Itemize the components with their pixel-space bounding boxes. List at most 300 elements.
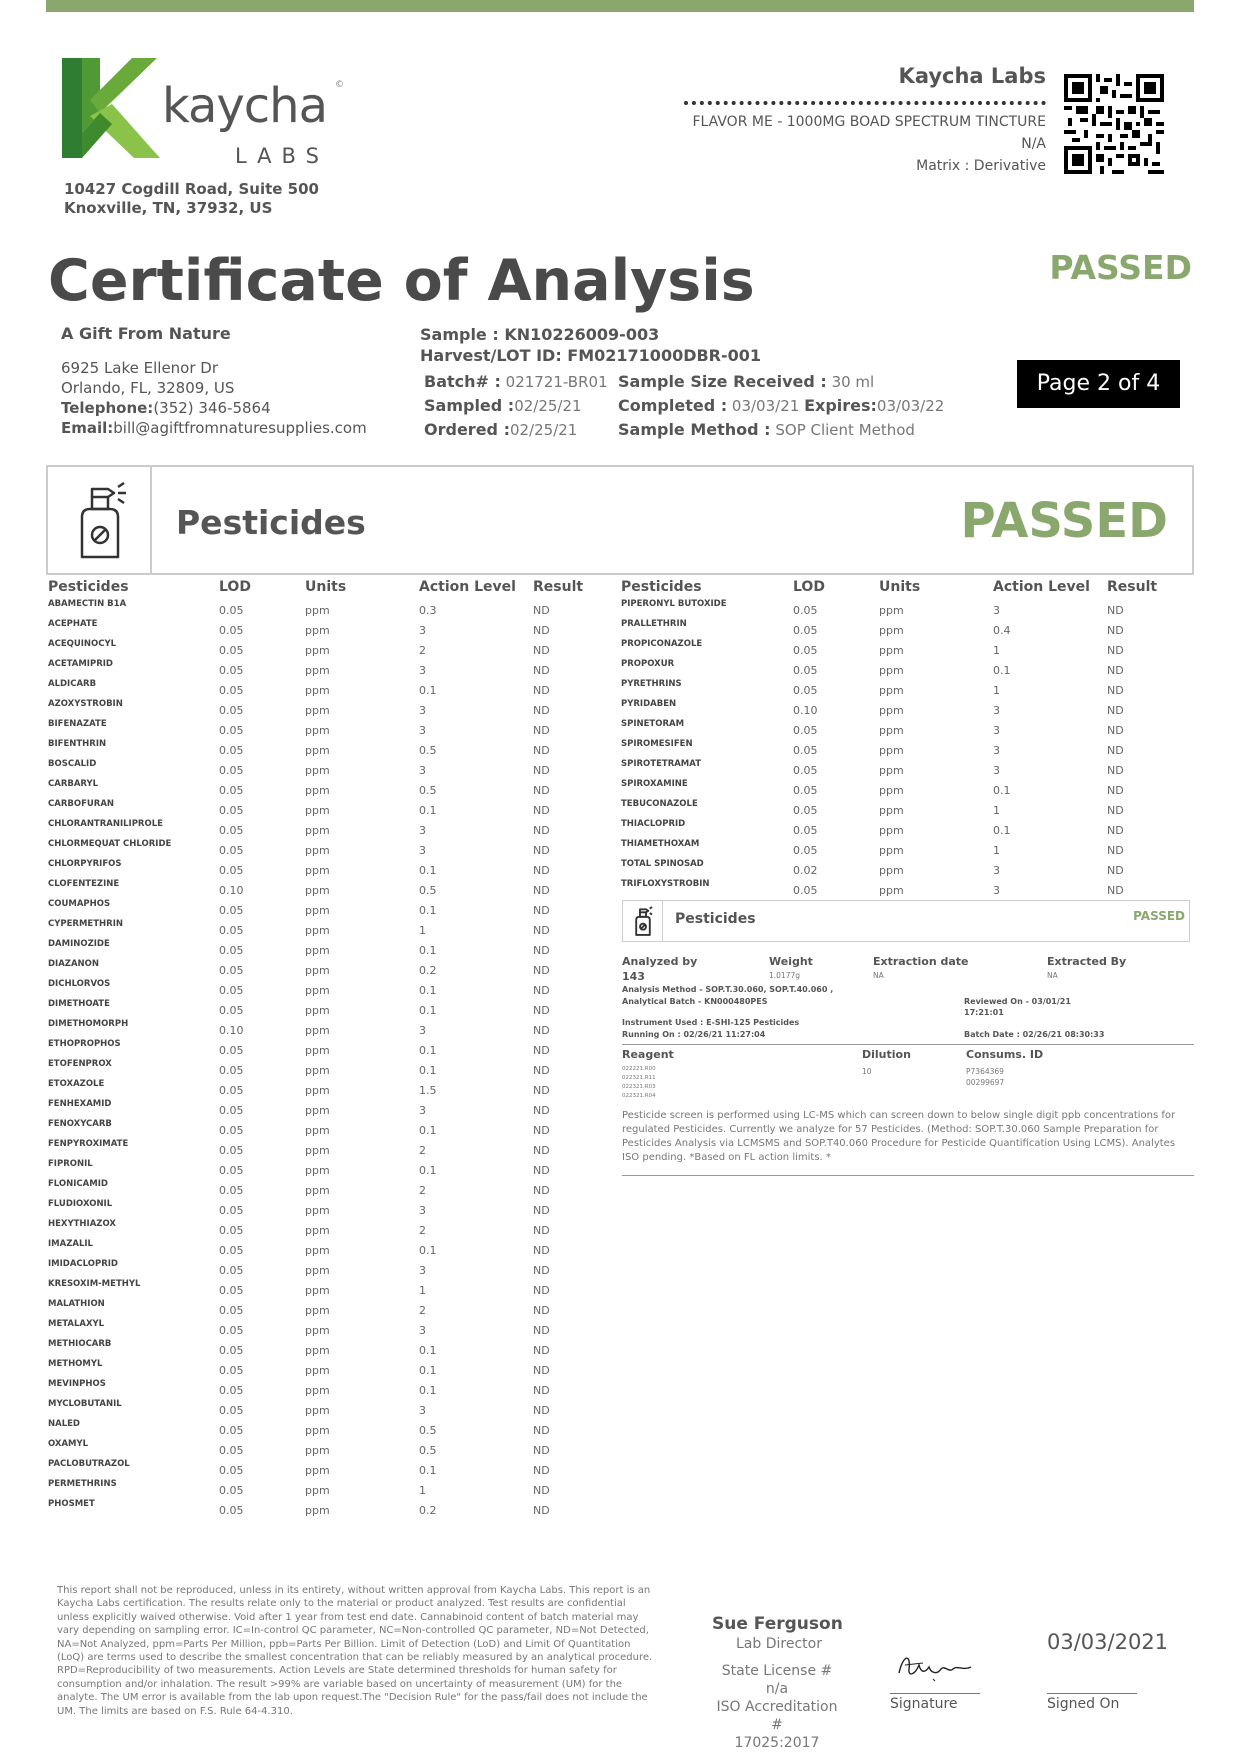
units-value: ppm xyxy=(305,1304,330,1317)
lod-value: 0.05 xyxy=(793,724,818,737)
units-value: ppm xyxy=(305,624,330,637)
disclaimer-text: This report shall not be reproduced, unless in its entirety, without written approval from Kaycha Labs. This report is an Kaycha Labs certification. The results relate only to the material or product analyzed. Test results are confidential unless explicitly waived otherwise. Void after 1 year from test end date. Cannabinoid content of batch material may vary depending on sampling error. IC=In-control QC parameter, NC=Non-controlled QC parameter, ND=Not Detected, NA=Not Analyzed, ppm=Parts Per Million, ppb=Parts Per Billion. Limit of Detection (LoD) and Limit Of Quantitation (LoQ) are terms used to describe the smallest concentration that can be reliably measured by an analytical procedure. RPD=Reproducibility of two measurements. Action Levels are State determined thresholds for human safety for consumption and/or inhalation. The result >99% are variable based on uncertainty of measurement (UM) for the analyte. The UM error is available from the lab upon request.The "Decision Rule" for the pass/fail does not include the UM. The limits are based on F.S. Rule 64-4.310. xyxy=(57,1585,653,1717)
reviewed-on: Reviewed On - 03/01/21 xyxy=(964,997,1071,1006)
units-value: ppm xyxy=(305,744,330,757)
action-level-value: 1 xyxy=(993,844,1000,857)
spray-bottle-icon xyxy=(48,467,152,573)
pesticide-name: TEBUCONAZOLE xyxy=(621,799,698,809)
action-level-value: 3 xyxy=(993,604,1000,617)
pesticide-name: SPIROTETRAMAT xyxy=(621,759,701,769)
units-value: ppm xyxy=(879,744,904,757)
column-header-pesticides: Pesticides xyxy=(48,579,129,595)
reagent-label: Reagent xyxy=(622,1048,674,1061)
sample-size-field xyxy=(618,370,944,394)
table-row xyxy=(48,637,613,657)
action-level-value: 0.1 xyxy=(993,784,1011,797)
units-value: ppm xyxy=(305,1324,330,1337)
action-level-value: 0.1 xyxy=(419,1464,437,1477)
result-value: ND xyxy=(533,764,550,777)
result-value: ND xyxy=(533,884,550,897)
lod-value: 0.05 xyxy=(219,1324,244,1337)
result-value: ND xyxy=(533,624,550,637)
action-level-value: 0.1 xyxy=(419,1064,437,1077)
result-value: ND xyxy=(1107,784,1124,797)
reagent-item: 022321.R03 xyxy=(622,1084,656,1090)
lod-value: 0.05 xyxy=(793,604,818,617)
units-value: ppm xyxy=(879,644,904,657)
table-row xyxy=(48,617,613,637)
table-header-row xyxy=(48,577,613,597)
lod-value: 0.05 xyxy=(219,1264,244,1277)
lod-value: 0.05 xyxy=(219,1284,244,1297)
table-header-row xyxy=(621,577,1187,597)
units-value: ppm xyxy=(305,804,330,817)
lod-value: 0.05 xyxy=(793,684,818,697)
units-value: ppm xyxy=(305,1164,330,1177)
consums-item: 00299697 xyxy=(966,1078,1005,1087)
action-level-value: 1.5 xyxy=(419,1084,437,1097)
consums-label: Consums. ID xyxy=(966,1048,1044,1061)
units-value: ppm xyxy=(879,684,904,697)
lod-value: 0.05 xyxy=(219,864,244,877)
pesticide-name: TRIFLOXYSTROBIN xyxy=(621,879,710,889)
table-row xyxy=(48,1257,613,1277)
units-value: ppm xyxy=(879,784,904,797)
lod-value: 0.05 xyxy=(793,824,818,837)
ordered-value: 02/25/21 xyxy=(509,421,578,439)
column-header-action-level: Action Level xyxy=(993,579,1090,595)
pesticide-name: PROPOXUR xyxy=(621,659,675,669)
result-value: ND xyxy=(533,704,550,717)
units-value: ppm xyxy=(879,864,904,877)
action-level-value: 0.1 xyxy=(419,904,437,917)
units-value: ppm xyxy=(305,664,330,677)
pesticide-name: BIFENAZATE xyxy=(48,719,107,729)
sample-method-value: SOP Client Method xyxy=(775,421,915,439)
table-row xyxy=(48,1157,613,1177)
lod-value: 0.05 xyxy=(219,1064,244,1077)
action-level-value: 2 xyxy=(419,644,426,657)
lod-value: 0.05 xyxy=(219,1084,244,1097)
table-row xyxy=(48,877,613,897)
pesticide-name: PHOSMET xyxy=(48,1499,95,1509)
action-level-value: 3 xyxy=(419,724,426,737)
lod-value: 0.05 xyxy=(219,1184,244,1197)
units-value: ppm xyxy=(305,824,330,837)
action-level-value: 2 xyxy=(419,1144,426,1157)
result-value: ND xyxy=(533,1404,550,1417)
units-value: ppm xyxy=(879,824,904,837)
lod-value: 0.02 xyxy=(793,864,818,877)
pesticide-name: FLUDIOXONIL xyxy=(48,1199,113,1209)
pesticide-name: FENHEXAMID xyxy=(48,1099,112,1109)
divider xyxy=(622,1175,1194,1176)
completed-label: Completed : xyxy=(618,396,728,415)
result-value: ND xyxy=(533,1204,550,1217)
result-value: ND xyxy=(533,1464,550,1477)
sampled-value: 02/25/21 xyxy=(514,397,582,415)
pesticide-name: HEXYTHIAZOX xyxy=(48,1219,116,1229)
sample-ids xyxy=(420,324,761,366)
lod-value: 0.05 xyxy=(219,764,244,777)
units-value: ppm xyxy=(305,1104,330,1117)
table-row xyxy=(48,1497,613,1517)
telephone-value: (352) 346-5864 xyxy=(153,399,271,417)
lod-value: 0.05 xyxy=(219,1224,244,1237)
ordered-field xyxy=(424,418,608,442)
pesticides-table-right xyxy=(621,577,1187,897)
column-header-action-level: Action Level xyxy=(419,579,516,595)
table-row xyxy=(621,677,1187,697)
batch-label: Batch# : xyxy=(424,372,501,391)
pesticide-name: CHLORMEQUAT CHLORIDE xyxy=(48,839,172,849)
table-row xyxy=(48,817,613,837)
result-value: ND xyxy=(1107,824,1124,837)
units-value: ppm xyxy=(305,904,330,917)
dotted-divider xyxy=(684,101,1046,105)
action-level-value: 0.1 xyxy=(419,1244,437,1257)
lod-value: 0.05 xyxy=(219,1344,244,1357)
action-level-value: 0.1 xyxy=(419,984,437,997)
pesticide-name: METHIOCARB xyxy=(48,1339,112,1349)
table-row xyxy=(48,1017,613,1037)
summary-status: PASSED xyxy=(1133,909,1185,923)
result-value: ND xyxy=(533,1004,550,1017)
units-value: ppm xyxy=(305,944,330,957)
action-level-value: 0.1 xyxy=(419,1124,437,1137)
result-value: ND xyxy=(533,1324,550,1337)
pesticide-name: METHOMYL xyxy=(48,1359,103,1369)
result-value: ND xyxy=(533,1344,550,1357)
signature-label: Signature xyxy=(890,1696,958,1712)
result-value: ND xyxy=(533,844,550,857)
action-level-value: 0.1 xyxy=(419,1004,437,1017)
action-level-value: 0.1 xyxy=(419,1164,437,1177)
lod-value: 0.05 xyxy=(219,1004,244,1017)
column-header-lod: LOD xyxy=(219,579,251,595)
units-value: ppm xyxy=(305,1144,330,1157)
iso-number: 17025:2017 xyxy=(734,1735,820,1751)
table-row xyxy=(48,1357,613,1377)
table-row xyxy=(621,717,1187,737)
spray-bottle-icon xyxy=(623,901,663,941)
table-row xyxy=(621,757,1187,777)
sample-id: Sample : KN10226009-003 xyxy=(420,325,660,344)
table-row xyxy=(621,697,1187,717)
result-value: ND xyxy=(533,1024,550,1037)
table-row xyxy=(621,637,1187,657)
pesticide-name: SPINETORAM xyxy=(621,719,685,729)
action-level-value: 0.1 xyxy=(419,804,437,817)
qr-code-icon xyxy=(1064,74,1164,174)
lab-address-line-2: Knoxville, TN, 37932, US xyxy=(64,199,273,217)
table-row xyxy=(48,1077,613,1097)
lod-value: 0.05 xyxy=(793,764,818,777)
lod-value: 0.05 xyxy=(219,924,244,937)
action-level-value: 1 xyxy=(993,684,1000,697)
result-value: ND xyxy=(533,1184,550,1197)
units-value: ppm xyxy=(305,1364,330,1377)
units-value: ppm xyxy=(305,1184,330,1197)
lod-value: 0.05 xyxy=(219,1484,244,1497)
pesticide-name: DIMETHOMORPH xyxy=(48,1019,129,1029)
action-level-value: 3 xyxy=(993,724,1000,737)
result-value: ND xyxy=(533,784,550,797)
action-level-value: 3 xyxy=(993,764,1000,777)
logo-wordmark: kaycha xyxy=(162,78,327,134)
table-row xyxy=(48,917,613,937)
pesticide-name: CHLORANTRANILIPROLE xyxy=(48,819,163,829)
logo-registered-mark: © xyxy=(335,80,344,90)
table-row xyxy=(48,1117,613,1137)
table-row xyxy=(621,797,1187,817)
client-info xyxy=(61,324,367,438)
result-value: ND xyxy=(533,684,550,697)
units-value: ppm xyxy=(305,604,330,617)
result-value: ND xyxy=(533,864,550,877)
action-level-value: 0.1 xyxy=(419,1364,437,1377)
result-value: ND xyxy=(1107,624,1124,637)
pesticide-name: THIAMETHOXAM xyxy=(621,839,700,849)
column-header-result: Result xyxy=(533,579,584,595)
table-row xyxy=(48,1457,613,1477)
product-name: FLAVOR ME - 1000MG BOAD SPECTRUM TINCTURE xyxy=(692,114,1046,130)
units-value: ppm xyxy=(305,844,330,857)
action-level-value: 1 xyxy=(993,804,1000,817)
units-value: ppm xyxy=(305,764,330,777)
action-level-value: 0.1 xyxy=(419,944,437,957)
table-row xyxy=(48,957,613,977)
units-value: ppm xyxy=(305,964,330,977)
summary-title: Pesticides xyxy=(675,911,756,927)
units-value: ppm xyxy=(879,624,904,637)
table-row xyxy=(48,897,613,917)
result-value: ND xyxy=(533,1444,550,1457)
lod-value: 0.05 xyxy=(793,744,818,757)
pesticide-name: CYPERMETHRIN xyxy=(48,919,123,929)
result-value: ND xyxy=(533,924,550,937)
units-value: ppm xyxy=(879,704,904,717)
lod-value: 0.05 xyxy=(219,1144,244,1157)
lod-value: 0.05 xyxy=(219,1464,244,1477)
pesticide-name: MEVINPHOS xyxy=(48,1379,106,1389)
lod-value: 0.05 xyxy=(219,1404,244,1417)
pesticide-name: ETOXAZOLE xyxy=(48,1079,105,1089)
result-value: ND xyxy=(533,1064,550,1077)
sample-method-field xyxy=(618,418,944,442)
lod-value: 0.05 xyxy=(219,1124,244,1137)
consums-item: P7364369 xyxy=(966,1067,1004,1076)
signature-line xyxy=(890,1693,980,1694)
result-value: ND xyxy=(533,1164,550,1177)
table-row xyxy=(48,1277,613,1297)
pesticide-name: DAMINOZIDE xyxy=(48,939,110,949)
sample-details xyxy=(618,370,944,442)
action-level-value: 0.1 xyxy=(419,1044,437,1057)
lod-value: 0.05 xyxy=(793,884,818,897)
units-value: ppm xyxy=(305,924,330,937)
email-label: Email: xyxy=(61,419,114,437)
action-level-value: 1 xyxy=(419,1284,426,1297)
lod-value: 0.05 xyxy=(219,1044,244,1057)
extracted-by-label: Extracted By xyxy=(1047,955,1127,968)
pesticide-name: OXAMYL xyxy=(48,1439,89,1449)
lod-value: 0.05 xyxy=(793,664,818,677)
table-row xyxy=(621,817,1187,837)
instrument-used: Instrument Used : E-SHI-125 Pesticides xyxy=(622,1018,800,1027)
result-value: ND xyxy=(1107,604,1124,617)
section-status-badge: PASSED xyxy=(960,493,1168,549)
signer-name: Sue Ferguson xyxy=(712,1614,843,1634)
result-value: ND xyxy=(533,964,550,977)
pesticide-name: CARBARYL xyxy=(48,779,99,789)
pesticide-name: ACEQUINOCYL xyxy=(48,639,117,649)
reagent-item: 022321.R04 xyxy=(622,1093,656,1099)
action-level-value: 3 xyxy=(419,844,426,857)
result-value: ND xyxy=(533,984,550,997)
table-row xyxy=(48,597,613,617)
client-email xyxy=(61,418,367,438)
action-level-value: 0.4 xyxy=(993,624,1011,637)
result-value: ND xyxy=(533,824,550,837)
top-accent-bar xyxy=(46,0,1194,12)
lod-value: 0.05 xyxy=(793,804,818,817)
units-value: ppm xyxy=(879,804,904,817)
result-value: ND xyxy=(533,1384,550,1397)
units-value: ppm xyxy=(305,1484,330,1497)
action-level-value: 1 xyxy=(419,1484,426,1497)
result-value: ND xyxy=(533,664,550,677)
result-value: ND xyxy=(1107,764,1124,777)
lod-value: 0.05 xyxy=(219,744,244,757)
lod-value: 0.05 xyxy=(219,804,244,817)
pesticide-name: PIPERONYL BUTOXIDE xyxy=(621,599,727,609)
action-level-value: 0.2 xyxy=(419,964,437,977)
action-level-value: 3 xyxy=(419,704,426,717)
pesticide-name: IMIDACLOPRID xyxy=(48,1259,118,1269)
action-level-value: 0.5 xyxy=(419,1424,437,1437)
dilution-value: 10 xyxy=(862,1067,872,1076)
completed-field xyxy=(618,394,944,418)
pesticides-section-header xyxy=(46,465,1194,575)
table-row xyxy=(621,617,1187,637)
pesticide-name: PERMETHRINS xyxy=(48,1479,117,1489)
lod-value: 0.05 xyxy=(219,824,244,837)
section-title: Pesticides xyxy=(176,503,366,542)
lod-value: 0.05 xyxy=(793,784,818,797)
ordered-label: Ordered : xyxy=(424,420,510,439)
table-row xyxy=(48,777,613,797)
action-level-value: 3 xyxy=(993,744,1000,757)
pesticide-name: ACEPHATE xyxy=(48,619,98,629)
lod-value: 0.05 xyxy=(219,844,244,857)
reagent-item: 022221.R00 xyxy=(622,1066,656,1072)
action-level-value: 1 xyxy=(419,924,426,937)
client-address-line-1: 6925 Lake Ellenor Dr xyxy=(61,359,219,377)
action-level-value: 0.2 xyxy=(419,1504,437,1517)
sample-size-value: 30 ml xyxy=(831,373,875,391)
client-name: A Gift From Nature xyxy=(61,324,231,343)
dilution-label: Dilution xyxy=(862,1048,911,1061)
table-row xyxy=(48,1197,613,1217)
units-value: ppm xyxy=(305,1004,330,1017)
table-row xyxy=(621,837,1187,857)
extraction-date-value: NA xyxy=(873,971,884,980)
table-row xyxy=(48,1237,613,1257)
result-value: ND xyxy=(533,1244,550,1257)
units-value: ppm xyxy=(305,1444,330,1457)
table-row xyxy=(48,1037,613,1057)
table-row xyxy=(48,837,613,857)
result-value: ND xyxy=(533,744,550,757)
action-level-value: 3 xyxy=(419,824,426,837)
column-header-result: Result xyxy=(1107,579,1158,595)
result-value: ND xyxy=(1107,744,1124,757)
iso-accreditation: ISO Accreditation # xyxy=(716,1699,838,1733)
action-level-value: 0.5 xyxy=(419,884,437,897)
running-on: Running On : 02/26/21 11:27:04 xyxy=(622,1030,766,1039)
table-row xyxy=(48,1217,613,1237)
client-telephone xyxy=(61,398,367,418)
units-value: ppm xyxy=(305,1424,330,1437)
column-header-units: Units xyxy=(879,579,921,595)
lod-value: 0.05 xyxy=(219,1304,244,1317)
units-value: ppm xyxy=(305,1464,330,1477)
lab-address-line-1: 10427 Cogdill Road, Suite 500 xyxy=(64,180,319,198)
table-row xyxy=(48,757,613,777)
result-value: ND xyxy=(533,1084,550,1097)
telephone-label: Telephone: xyxy=(61,399,154,417)
units-value: ppm xyxy=(305,1244,330,1257)
pesticide-name: MYCLOBUTANIL xyxy=(48,1399,122,1409)
action-level-value: 3 xyxy=(419,1104,426,1117)
units-value: ppm xyxy=(305,1264,330,1277)
lab-name: Kaycha Labs xyxy=(898,64,1046,88)
result-value: ND xyxy=(533,1124,550,1137)
lab-address xyxy=(64,180,319,218)
action-level-value: 2 xyxy=(419,1304,426,1317)
units-value: ppm xyxy=(305,684,330,697)
lod-value: 0.05 xyxy=(219,1504,244,1517)
action-level-value: 3 xyxy=(419,1404,426,1417)
units-value: ppm xyxy=(305,1224,330,1237)
mini-icon-cell xyxy=(623,901,663,941)
units-value: ppm xyxy=(305,1204,330,1217)
action-level-value: 0.1 xyxy=(419,864,437,877)
table-row xyxy=(48,1337,613,1357)
analyzed-by-label: Analyzed by xyxy=(622,955,698,968)
lod-value: 0.05 xyxy=(219,904,244,917)
pesticide-name: THIACLOPRID xyxy=(621,819,686,829)
lod-value: 0.05 xyxy=(219,944,244,957)
batch-value: 021721-BR01 xyxy=(505,373,608,391)
pesticide-name: SPIROMESIFEN xyxy=(621,739,693,749)
result-value: ND xyxy=(533,1104,550,1117)
units-value: ppm xyxy=(879,664,904,677)
pesticide-name: DIMETHOATE xyxy=(48,999,110,1009)
lod-value: 0.05 xyxy=(219,604,244,617)
pesticide-name: PYRIDABEN xyxy=(621,699,677,709)
pesticide-name: NALED xyxy=(48,1419,80,1429)
result-value: ND xyxy=(1107,684,1124,697)
pesticide-name: ETHOPROPHOS xyxy=(48,1039,121,1049)
result-value: ND xyxy=(533,1284,550,1297)
pesticides-summary-header xyxy=(622,900,1190,942)
analyzed-by-value: 143 xyxy=(622,970,645,983)
action-level-value: 3 xyxy=(419,1204,426,1217)
expires-label: Expires: xyxy=(804,396,877,415)
analytical-batch: Analytical Batch - KN000480PES xyxy=(622,997,768,1006)
